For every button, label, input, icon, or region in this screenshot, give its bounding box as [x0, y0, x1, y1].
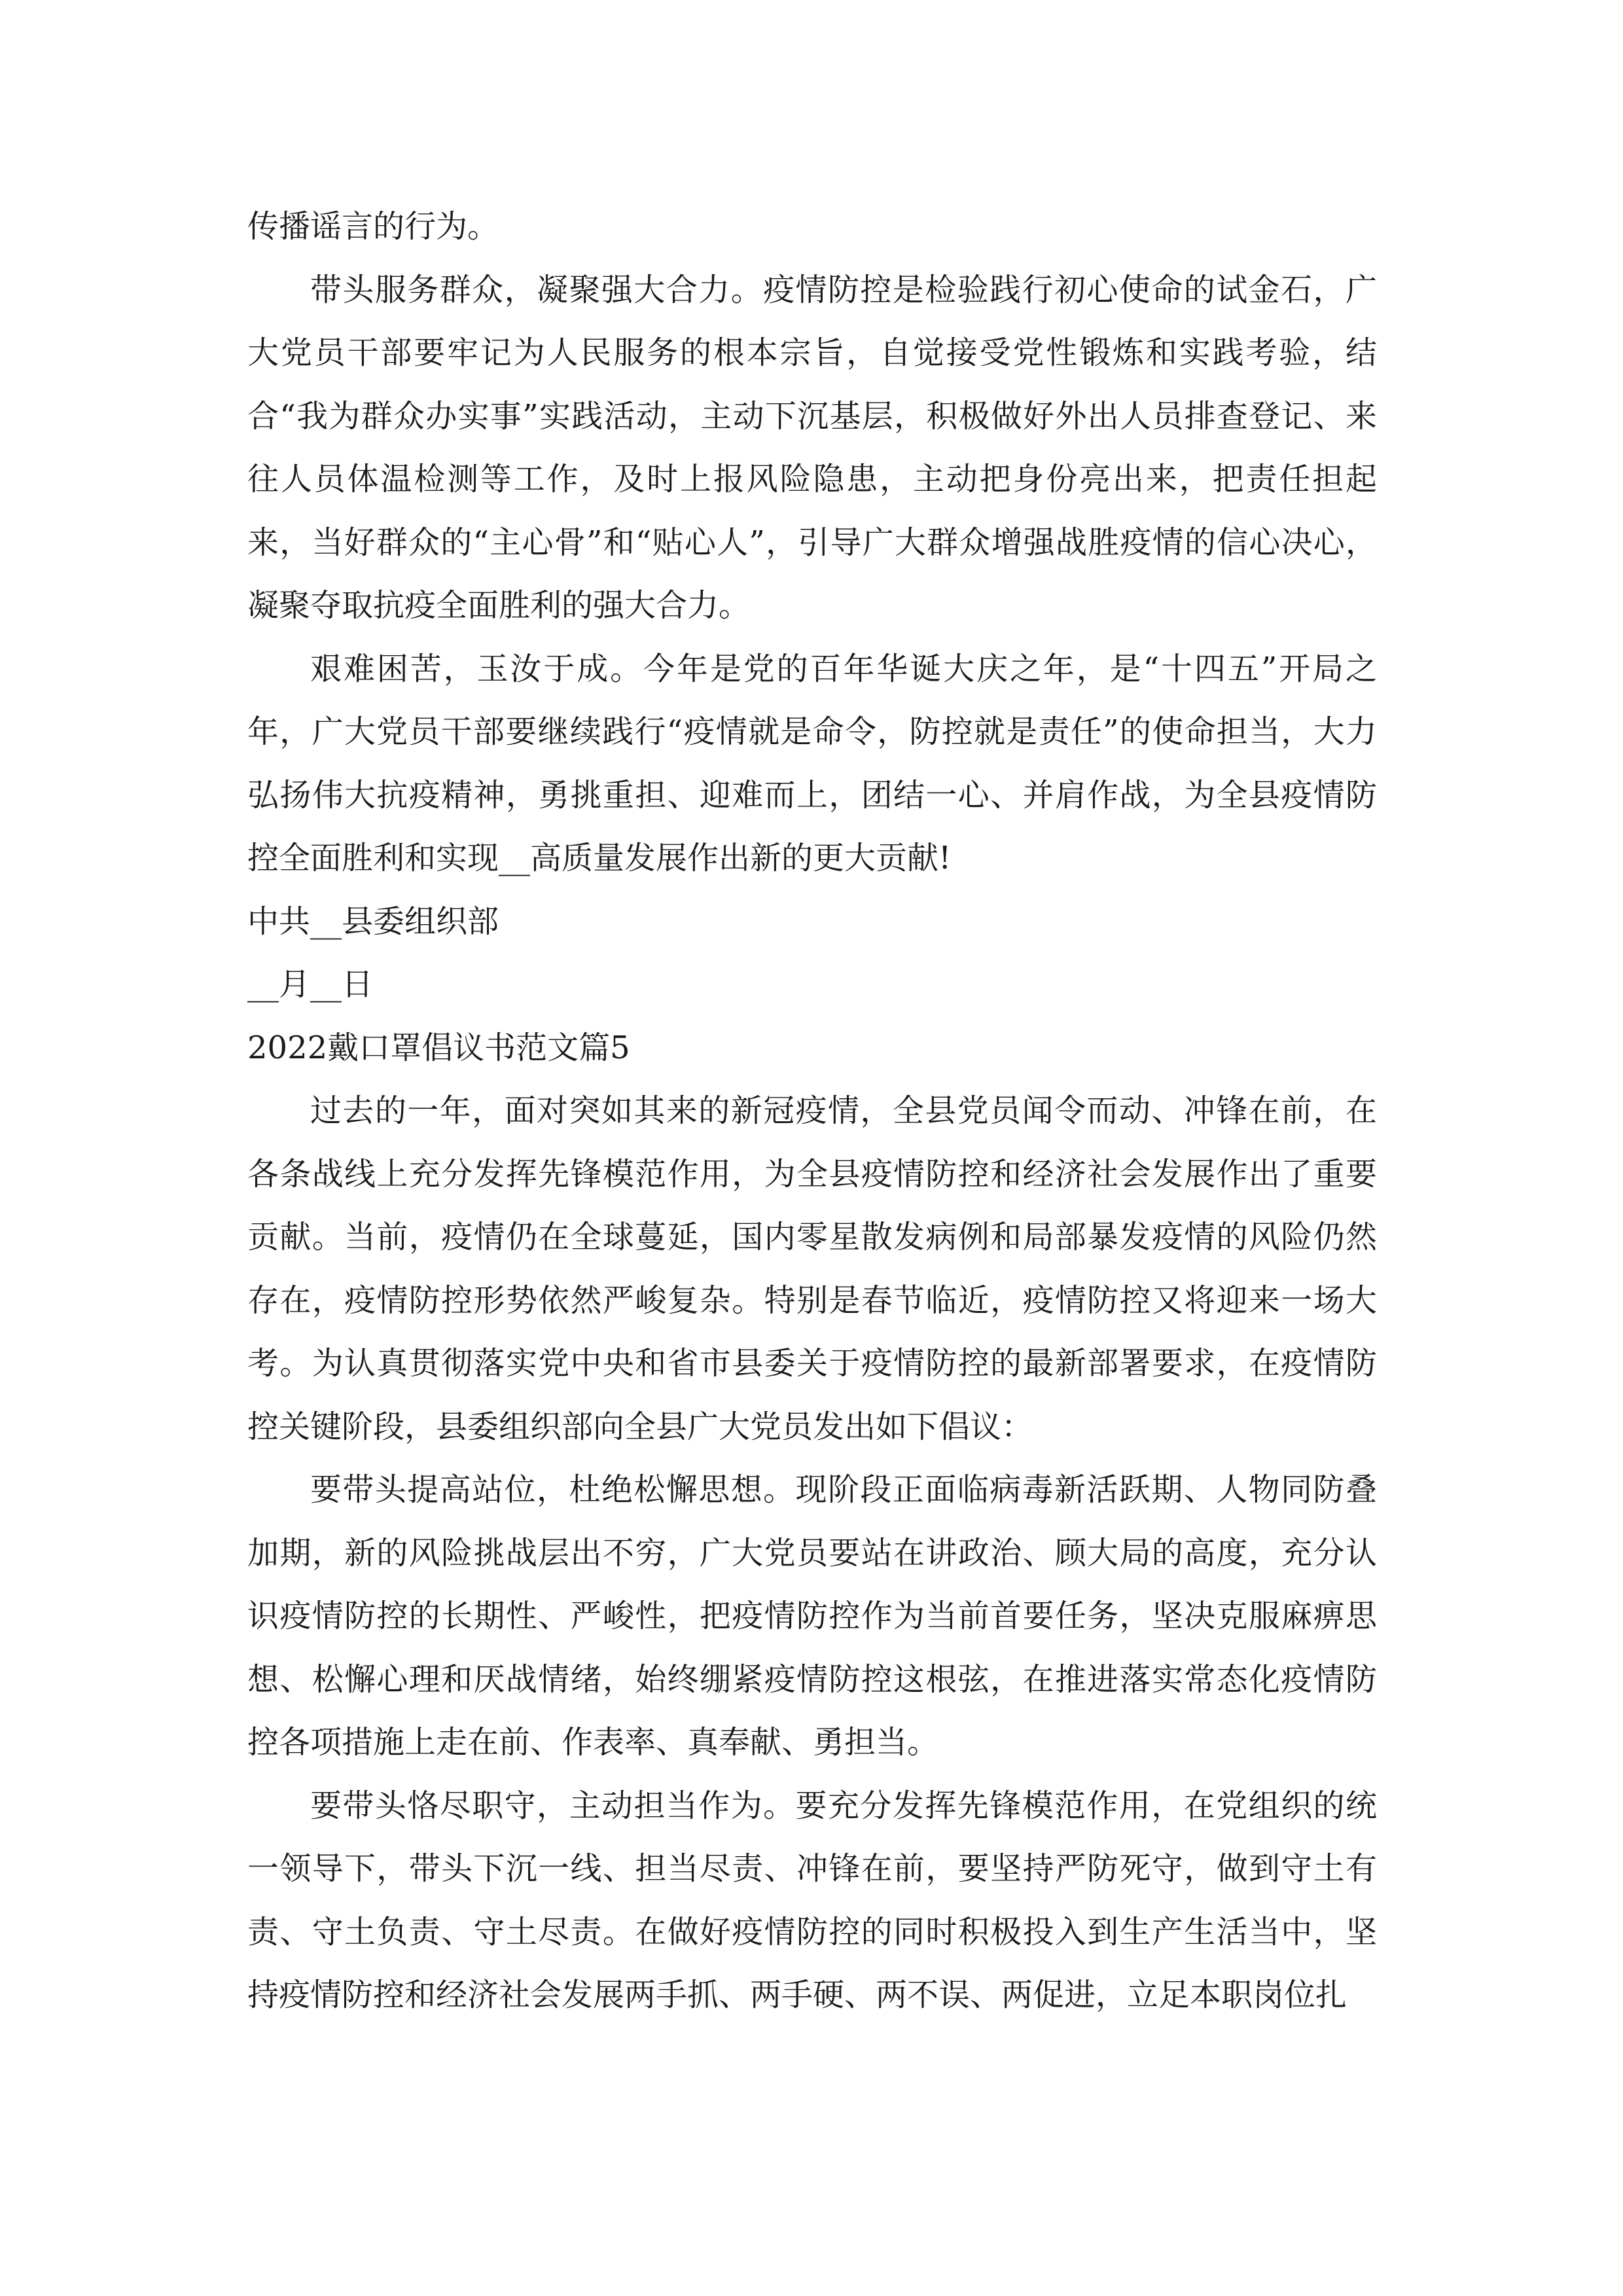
paragraph-continuation: 传播谣言的行为。 [247, 208, 499, 245]
signature-organization: 中共__县委组织部 [247, 903, 499, 940]
paragraph-serve-masses: 带头服务群众，凝聚强大合力。疫情防控是检验践行初心使命的试金石，广大党员干部要牢记为人民服务的根本宗旨，自觉接受党性锻炼和实践考验，结合“我为群众办实事”实践活动，主动下沉基层，积极做好外出人员排查登记、来往人员体温检测等工作，及时上报风险隐患，主动把身份亮出来，把责任担起来，当好群众的“主心骨”和“贴心人”，引导广大群众增强战胜疫情的信心决心，凝聚夺取抗疫全面胜利的强大合力。 [247, 271, 1377, 624]
paragraph-past-year: 过去的一年，面对突如其来的新冠疫情，全县党员闻令而动、冲锋在前，在各条战线上充分发挥先锋模范作用，为全县疫情防控和经济社会发展作出了重要贡献。当前，疫情仍在全球蔓延，国内零星散发病例和局部暴发疫情的风险仍然存在，疫情防控形势依然严峻复杂。特别是春节临近，疫情防控又将迎来一场大考。为认真贯彻落实党中央和省市县委关于疫情防控的最新部署要求，在疫情防控关键阶段，县委组织部向全县广大党员发出如下倡议： [247, 1092, 1377, 1445]
signature-date: __月__日 [247, 966, 374, 1003]
paragraph-dutiful: 要带头恪尽职守，主动担当作为。要充分发挥先锋模范作用，在党组织的统一领导下，带头下沉一线、担当尽责、冲锋在前，要坚持严防死守，做到守土有责、守土负责、守土尽责。在做好疫情防控的同时积极投入到生产生活当中，坚持疫情防控和经济社会发展两手抓、两手硬、两不误、两促进，立足本职岗位扎 [247, 1787, 1377, 2013]
paragraph-hardship: 艰难困苦，玉汝于成。今年是党的百年华诞大庆之年，是“十四五”开局之年，广大党员干部要继续践行“疫情就是命令，防控就是责任”的使命担当，大力弘扬伟大抗疫精神，勇挑重担、迎难而上，团结一心、并肩作战，为全县疫情防控全面胜利和实现__高质量发展作出新的更大贡献! [247, 650, 1377, 876]
document-body [247, 195, 1377, 2027]
section-heading: 2022戴口罩倡议书范文篇5 [247, 1029, 630, 1066]
paragraph-raise-stance: 要带头提高站位，杜绝松懈思想。现阶段正面临病毒新活跃期、人物同防叠加期，新的风险挑战层出不穷，广大党员要站在讲政治、顾大局的高度，充分认识疫情防控的长期性、严峻性，把疫情防控作为当前首要任务，坚决克服麻痹思想、松懈心理和厌战情绪，始终绷紧疫情防控这根弦，在推进落实常态化疫情防控各项措施上走在前、作表率、真奉献、勇担当。 [247, 1471, 1377, 1761]
